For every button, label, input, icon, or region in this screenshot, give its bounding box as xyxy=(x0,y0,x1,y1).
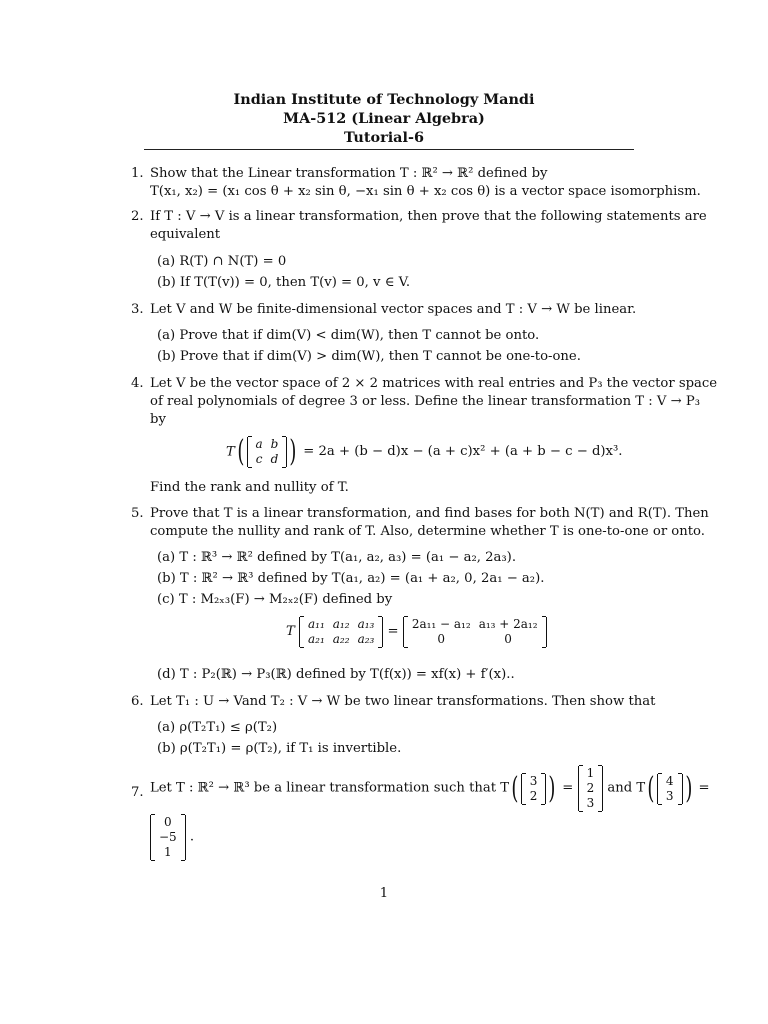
course-title: MA-512 (Linear Algebra) xyxy=(283,110,485,127)
matrix-entry: c xyxy=(255,452,263,466)
right-paren: ) xyxy=(684,770,692,806)
problem-7-statement xyxy=(150,766,710,811)
left-paren: ( xyxy=(237,434,245,469)
problem-5-part-b: (b) T : ℝ² → ℝ³ defined by T(a₁, a₂) = (a₁ + a₂, 0, 2a₁ − a₂). xyxy=(157,571,545,586)
equals-sign: = xyxy=(562,780,574,796)
matrix-entry: a xyxy=(255,437,263,451)
page-number: 1 xyxy=(379,886,389,901)
problem-1-line: T(x₁, x₂) = (x₁ cos θ + x₂ sin θ, −x₁ sin θ + x₂ cos θ) is a vector space isomorphism. xyxy=(150,184,701,199)
vector-entry: 3 xyxy=(529,773,538,788)
vector-entry: 2 xyxy=(529,788,538,803)
matrix-entry: a₁₂ xyxy=(332,617,350,631)
and-text: and T xyxy=(607,780,646,796)
problem-6-part-b: (b) ρ(T₂T₁) = ρ(T₂), if T₁ is invertible. xyxy=(157,741,402,756)
problem-4-line: of real polynomials of degree 3 or less. Define the linear transformation T : V → P₃ xyxy=(150,394,701,409)
problem-1-line: Show that the Linear transformation T : ℝ² → ℝ² defined by xyxy=(150,166,548,181)
problem-4-line: by xyxy=(150,412,166,427)
problem-3-line: Let V and W be finite-dimensional vector spaces and T : V → W be linear. xyxy=(150,302,637,317)
document-header xyxy=(0,90,768,147)
equation-function: T xyxy=(286,624,295,639)
right-paren: ) xyxy=(289,434,297,469)
problem-5-part-c: (c) T : M₂ₓ₃(F) → M₂ₓ₂(F) defined by xyxy=(157,592,393,607)
problem-6-number: 6. xyxy=(131,694,144,709)
problem-4-line: Find the rank and nullity of T. xyxy=(150,480,349,495)
matrix-2x2 xyxy=(247,437,288,467)
vector-2 xyxy=(521,774,547,804)
matrix-entry: a₂₃ xyxy=(357,632,375,646)
matrix-entry: 0 xyxy=(504,632,512,646)
equals-sign: = xyxy=(698,780,710,796)
problem-6-line: Let T₁ : U → Vand T₂ : V → W be two linear transformations. Then show that xyxy=(150,694,656,709)
period: . xyxy=(189,829,195,845)
problem-3-part-b: (b) Prove that if dim(V) > dim(W), then T cannot be one-to-one. xyxy=(157,349,581,364)
matrix-2x3 xyxy=(299,617,383,647)
problem-6-part-a: (a) ρ(T₂T₁) ≤ ρ(T₂) xyxy=(157,720,278,735)
problem-2-line: equivalent xyxy=(150,227,221,242)
left-paren: ( xyxy=(511,770,519,806)
vector-3 xyxy=(578,766,604,811)
problem-2-number: 2. xyxy=(131,209,144,224)
matrix-entry: a₁₃ xyxy=(357,617,375,631)
problem-2-part-b: (b) If T(T(v)) = 0, then T(v) = 0, v ∈ V. xyxy=(157,275,411,290)
problem-1-number: 1. xyxy=(131,166,144,181)
problem-5-number: 5. xyxy=(131,506,144,521)
problem-5-part-d: (d) T : P₂(ℝ) → P₃(ℝ) defined by T(f(x)) = xf(x) + f′(x).. xyxy=(157,667,515,682)
vector-entry: −5 xyxy=(159,830,177,844)
problem-4-line: Let V be the vector space of 2 × 2 matrices with real entries and P₃ the vector space xyxy=(150,376,718,391)
vector-entry: 3 xyxy=(665,788,674,803)
problem-4-number: 4. xyxy=(131,376,144,391)
vector-entry: 1 xyxy=(164,845,172,859)
matrix-entry: 2a₁₁ − a₁₂ xyxy=(411,617,471,631)
matrix-entry: b xyxy=(270,437,279,451)
vector-2 xyxy=(657,774,683,804)
institute-name: Indian Institute of Technology Mandi xyxy=(233,91,535,108)
matrix-2x2 xyxy=(403,617,547,647)
vector-entry: 0 xyxy=(164,815,172,829)
equation-function: T xyxy=(226,444,235,460)
problem-2-line: If T : V → V is a linear transformation, then prove that the following statements are xyxy=(150,209,707,224)
matrix-entry: a₁₁ xyxy=(308,617,325,631)
vector-entry: 3 xyxy=(586,796,595,810)
matrix-entry: a₂₂ xyxy=(332,632,350,646)
problem-5-equation xyxy=(286,617,547,647)
problem-7-result xyxy=(150,815,194,860)
left-paren: ( xyxy=(647,770,655,806)
problem-5-part-a: (a) T : ℝ³ → ℝ² defined by T(a₁, a₂, a₃) = (a₁ − a₂, 2a₃). xyxy=(157,550,517,565)
problem-5-line: Prove that T is a linear transformation, and find bases for both N(T) and R(T). Then xyxy=(150,506,709,521)
vector-3 xyxy=(150,815,186,860)
matrix-entry: 0 xyxy=(437,632,446,646)
matrix-entry: a₂₁ xyxy=(308,632,325,646)
vector-entry: 2 xyxy=(586,781,595,795)
problem-7-number: 7. xyxy=(131,785,144,800)
problem-2-part-a: (a) R(T) ∩ N(T) = 0 xyxy=(157,254,287,269)
right-paren: ) xyxy=(548,770,556,806)
problem-3-part-a: (a) Prove that if dim(V) < dim(W), then T cannot be onto. xyxy=(157,328,540,343)
vector-entry: 1 xyxy=(586,766,595,780)
header-rule xyxy=(144,149,634,150)
equals-sign: = xyxy=(387,624,399,639)
problem-4-equation xyxy=(226,434,623,469)
problem-7-text: Let T : ℝ² → ℝ³ be a linear transformation such that T xyxy=(150,780,510,796)
vector-entry: 4 xyxy=(665,773,674,788)
problem-5-line: compute the nullity and rank of T. Also, determine whether T is one-to-one or onto. xyxy=(150,524,705,539)
matrix-entry: a₁₃ + 2a₁₂ xyxy=(478,617,538,631)
equation-rhs: = 2a + (b − d)x − (a + c)x² + (a + b − c − d)x³. xyxy=(303,444,623,459)
tutorial-title: Tutorial-6 xyxy=(344,129,424,146)
matrix-entry: d xyxy=(270,452,279,466)
problem-3-number: 3. xyxy=(131,302,144,317)
